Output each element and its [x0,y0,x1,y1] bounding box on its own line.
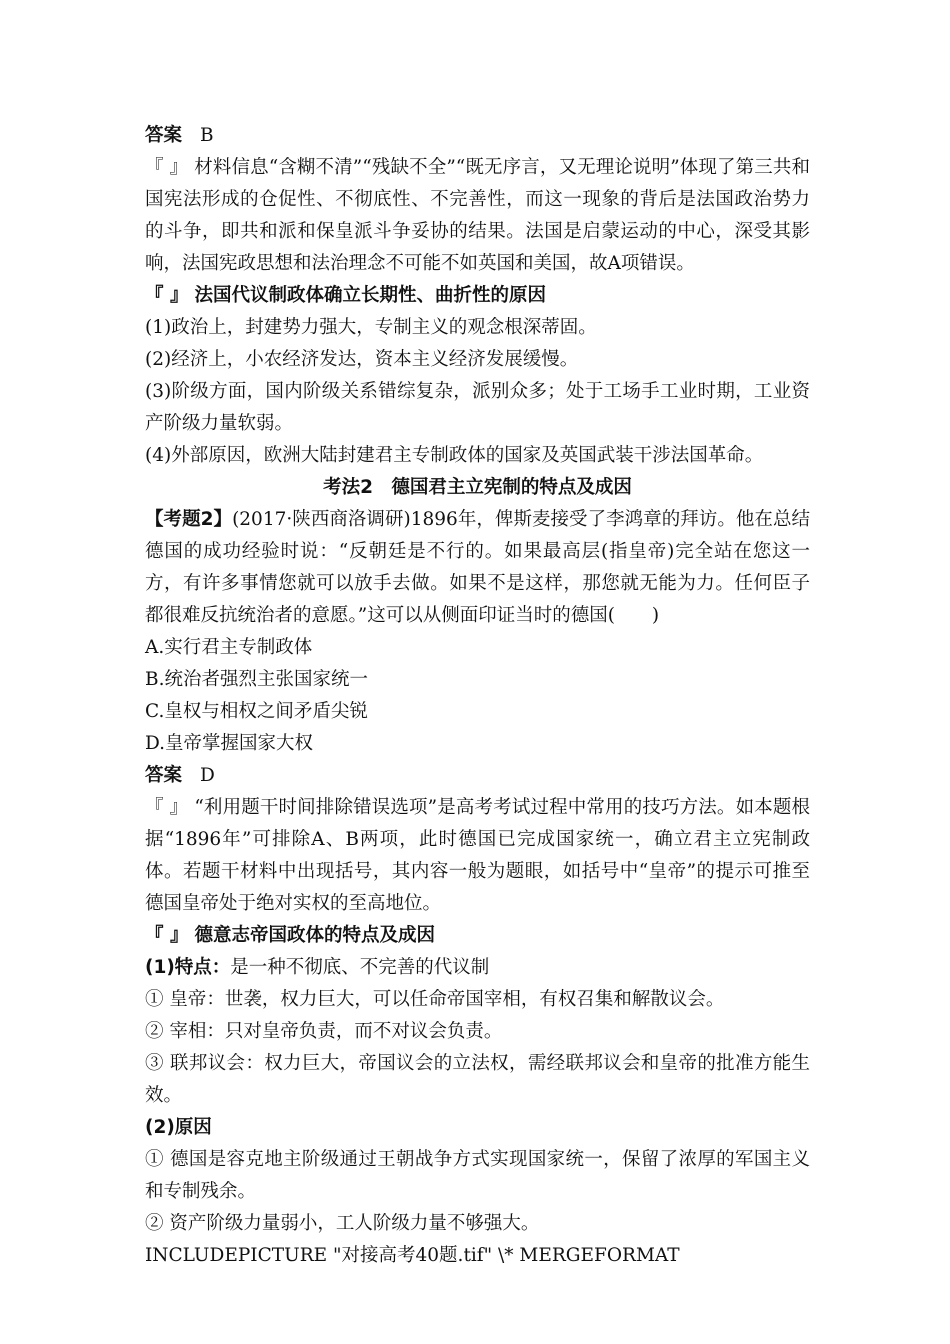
reason-item: (2)经济上，小农经济发达，资本主义经济发展缓慢。 [145,349,579,370]
feature-item: ③ 联邦议会：权力巨大，帝国议会的立法权，需经联邦议会和皇帝的批准方能生效。 [145,1053,810,1106]
option-c: C.皇权与相权之间矛盾尖锐 [145,701,368,722]
analysis-paragraph-1 [145,152,810,280]
feature-item: ① 皇帝：世袭，权力巨大，可以任命帝国宰相，有权召集和解散议会。 [145,989,725,1010]
question-text: 1896年，俾斯麦接受了李鸿章的拜访。他在总结德国的成功经验时说：“反朝廷是不行的。如果最高层(指皇帝)完全站在您这一方，有许多事情您就可以放手去做。如果不是这样，那您就无能为力。任何臣子都很难反抗统治者的意愿。”这可以从侧面印证当时的德国( ) [145,509,810,626]
cause-item: ② 资产阶级力量弱小，工人阶级力量不够强大。 [145,1213,540,1234]
reason-item: (4)外部原因，欧洲大陆封建君主专制政体的国家及英国武装干涉法国革命。 [145,445,764,466]
summary-heading-2 [145,920,810,952]
question-source: (2017·陕西商洛调研) [232,509,411,530]
analysis-mark: 『 』 [145,797,189,818]
answer-value: B [200,125,214,146]
answer-value: D [200,765,215,786]
analysis-mark: 『 』 [145,157,189,178]
answer-line-1 [145,120,810,152]
feature-label: (1)特点： [145,957,231,978]
section-heading: 考法2 德国君主立宪制的特点及成因 [323,477,632,498]
summary-mark: 『 』 [145,285,189,306]
reason-item: (1)政治上，封建势力强大，专制主义的观念根深蒂固。 [145,317,597,338]
document-body [145,120,810,1272]
answer-line-2 [145,760,810,792]
summary-mark: 『 』 [145,925,189,946]
analysis-text: 材料信息“含糊不清”“残缺不全”“既无序言，又无理论说明”体现了第三共和国宪法形成的仓促性、不彻底性、不完善性，而这一现象的背后是法国政治势力的斗争，即共和派和保皇派斗争妥协的结果。法国是启蒙运动的中心，深受其影响，法国宪政思想和法治理念不可能不如英国和美国，故A项错误。 [145,157,810,274]
analysis-paragraph-2 [145,792,810,920]
reason-item: (3)阶级方面，国内阶级关系错综复杂，派别众多；处于工场手工业时期，工业资产阶级力量软弱。 [145,381,810,434]
feature-summary: 是一种不彻底、不完善的代议制 [230,957,490,978]
feature-heading [145,952,810,984]
option-a: A.实行君主专制政体 [145,637,313,658]
option-d: D.皇帝掌握国家大权 [145,733,314,754]
question-stem [145,504,810,632]
option-b: B.统治者强烈主张国家统一 [145,669,368,690]
analysis-text: “利用题干时间排除错误选项”是高考考试过程中常用的技巧方法。如本题根据“1896年”可排除A、B两项，此时德国已完成国家统一，确立君主立宪制政体。若题干材料中出现括号，其内容一般为题眼，如括号中“皇帝”的提示可推至德国皇帝处于绝对实权的至高地位。 [145,797,811,914]
summary-title: 德意志帝国政体的特点及成因 [194,925,435,946]
summary-heading-1 [145,280,810,312]
summary-title: 法国代议制政体确立长期性、曲折性的原因 [194,285,546,306]
cause-item: ① 德国是容克地主阶级通过王朝战争方式实现国家统一，保留了浓厚的军国主义和专制残余。 [145,1149,810,1202]
answer-label: 答案 [145,125,183,146]
field-code: INCLUDEPICTURE "对接高考40题.tif" \* MERGEFORMAT [145,1245,680,1266]
cause-heading: (2)原因 [145,1117,212,1138]
feature-item: ② 宰相：只对皇帝负责，而不对议会负责。 [145,1021,503,1042]
answer-label: 答案 [145,765,183,786]
question-tag: 【考题2】 [145,509,233,530]
